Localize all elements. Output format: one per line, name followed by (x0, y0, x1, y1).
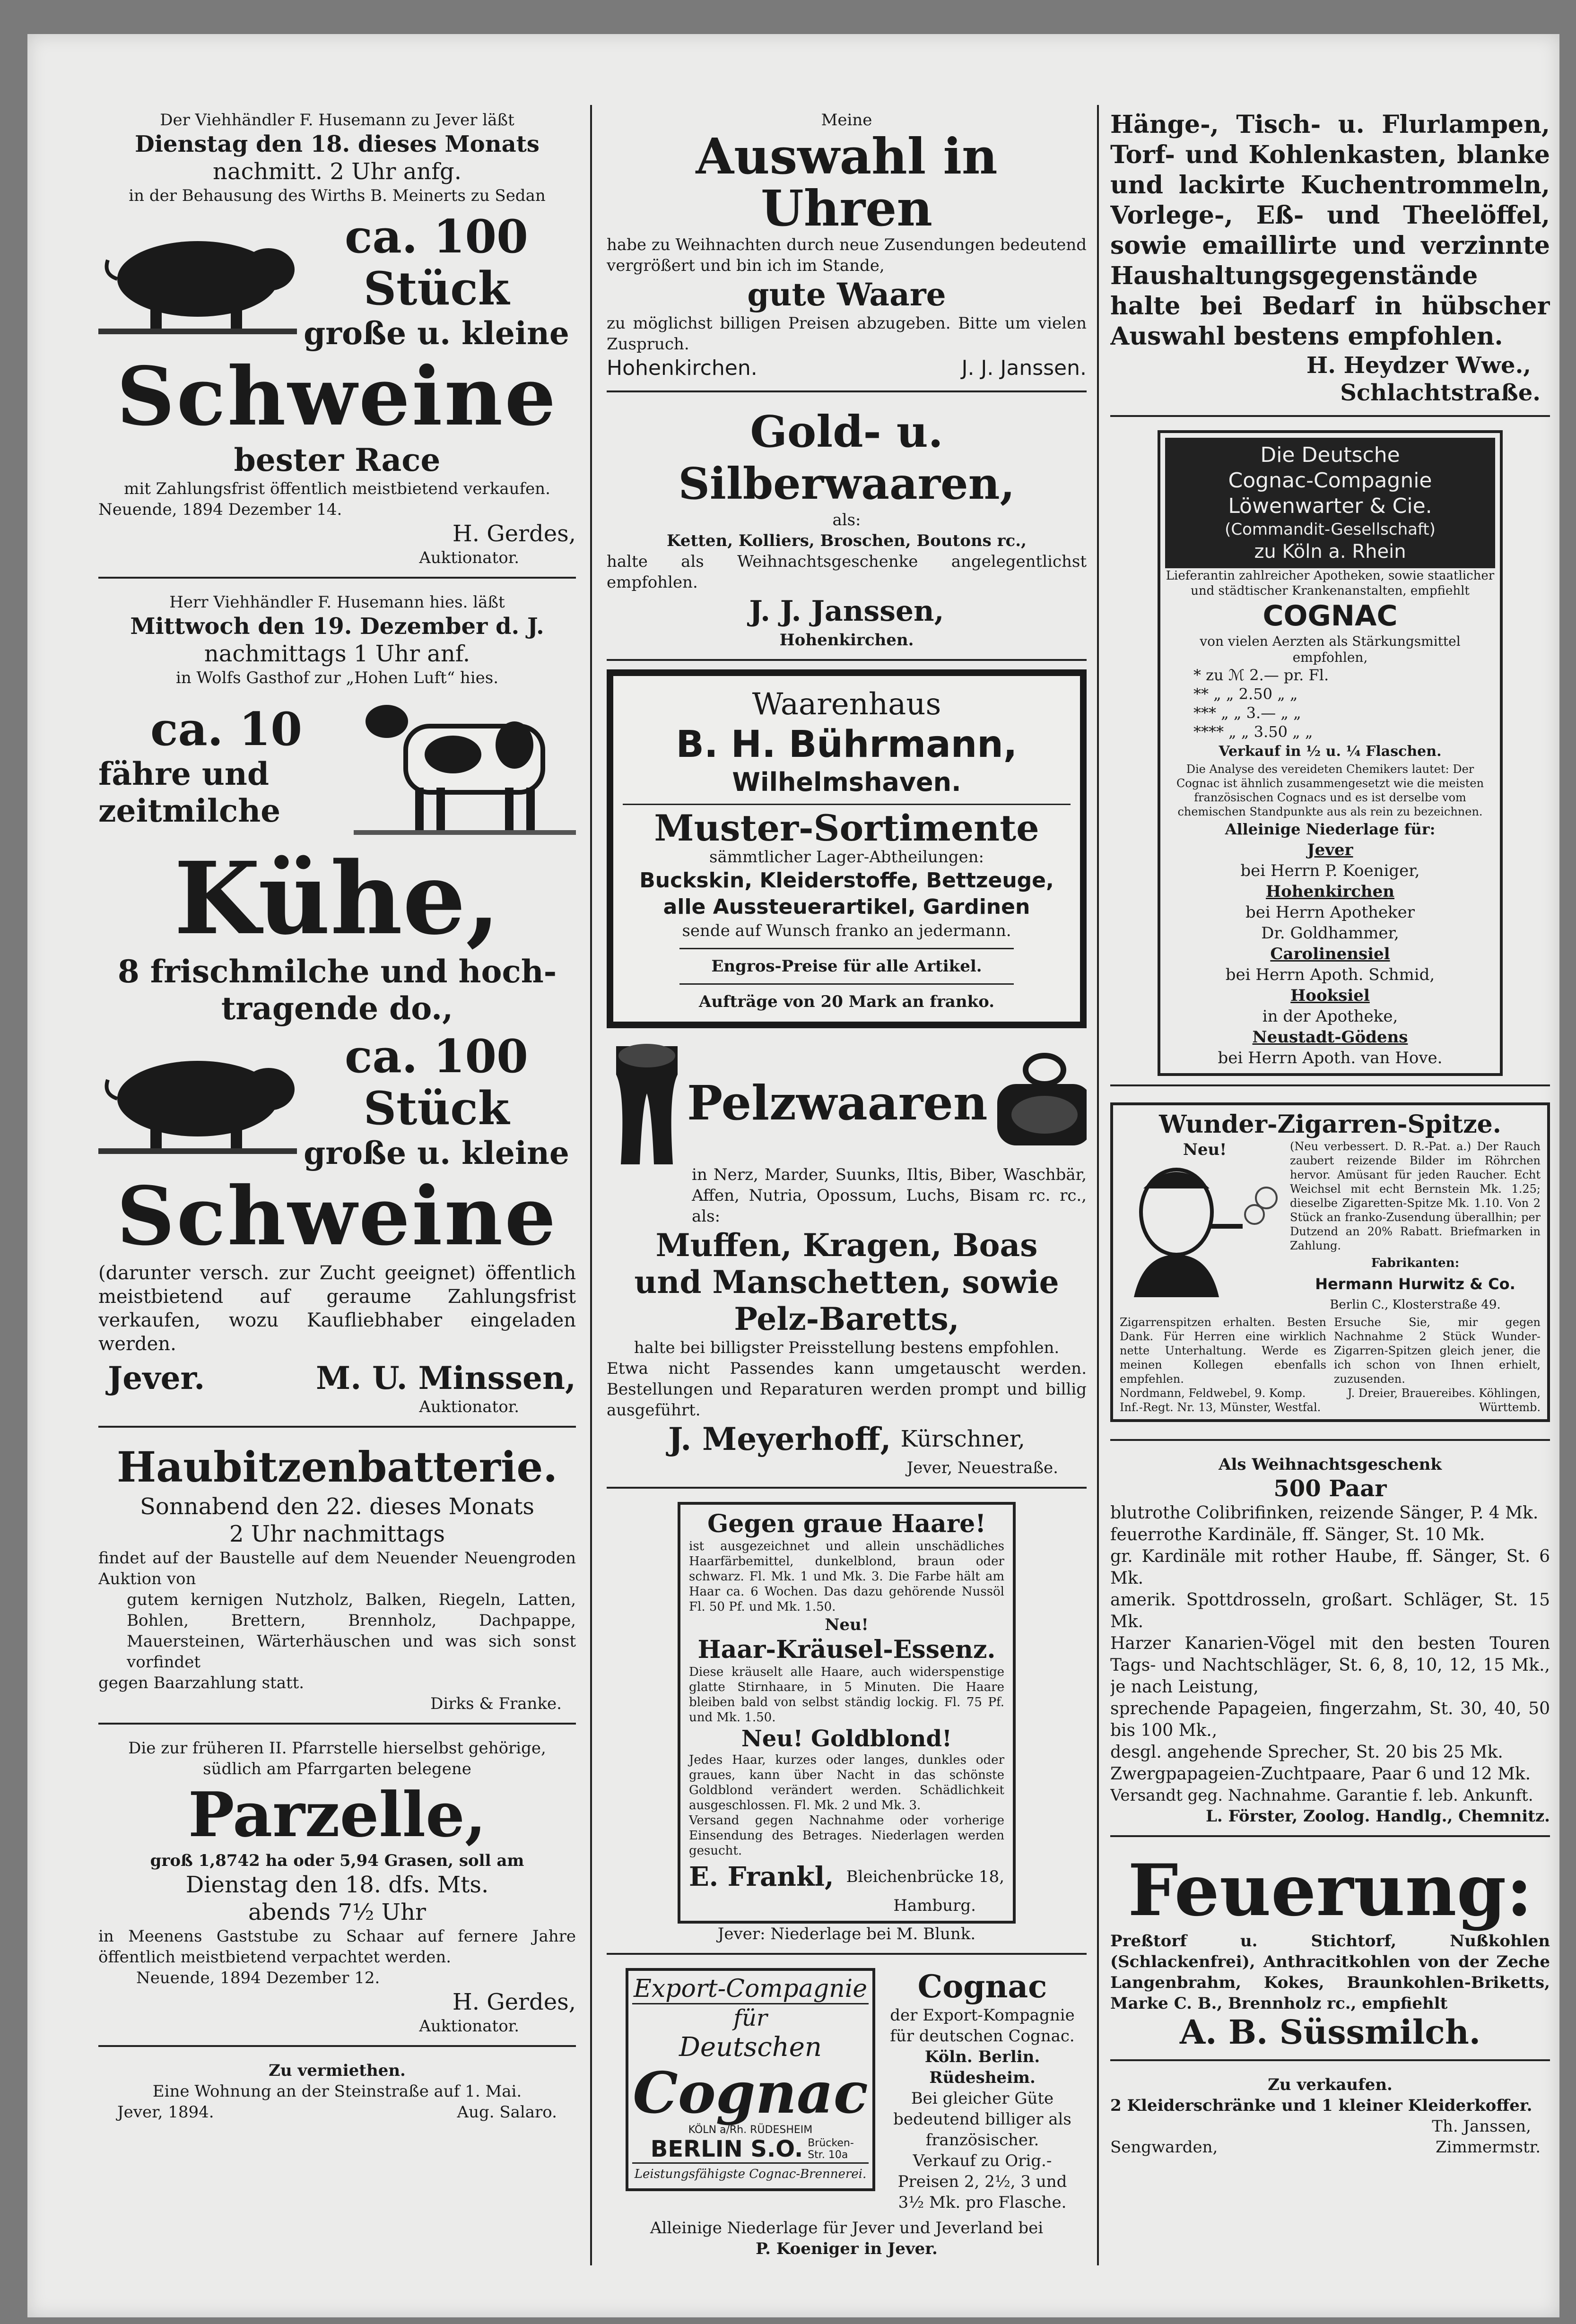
ad-headline: Cognac-Compagnie (1228, 468, 1432, 493)
ad-text: Herr Viehhändler F. Husemann hies. läßt (169, 593, 505, 612)
ad-address: Schlachtstraße. (1340, 380, 1541, 406)
ad-headline: Zu vermiethen. (269, 2061, 406, 2080)
ad-text: mit Zahlungsfrist öffentlich meistbietend verkaufen. (124, 479, 550, 498)
ad-text: Die Analyse des vereideten Chemikers lautet: Der Cognac ist ähnlich zusammengesetzt wie die meisten französischen Cognacs und es ist derselbe vom chemischen Standpunkte aus als rein zu bezeichnen. (1176, 763, 1484, 818)
ad-signature: Hermann Hurwitz & Co. (1315, 1275, 1515, 1293)
ad-text: sämmtlicher Lager-Abtheilungen: (709, 848, 984, 867)
ad-signature-title: Zimmermstr. (1435, 2138, 1541, 2157)
ad-text: zu möglichst billigen Preisen abzugeben. Bitte um vielen Zuspruch. (607, 314, 1087, 354)
ad-text: Eine Wohnung an der Steinstraße auf 1. Mai. (152, 2082, 522, 2101)
ad-text: habe zu Weihnachten durch neue Zusendungen bedeutend vergrößert und bin ich im Stande, (607, 235, 1087, 275)
ad-pelzwaaren (607, 1037, 1087, 1489)
ad-headline: Als Weihnachtsgeschenk (1219, 1455, 1442, 1474)
ad-text: alle Aussteuerartikel, Gardinen (663, 895, 1030, 919)
ad-headline: Schweine (116, 349, 558, 444)
ad-place: Hohenkirchen. (779, 631, 914, 650)
ad-logo-text: Cognac (633, 2060, 868, 2126)
ad-signature: L. Förster, Zoolog. Handlg., Chemnitz. (1206, 1807, 1550, 1826)
ad-text: Deutschen (679, 2032, 822, 2063)
ad-text: Waarenhaus (752, 687, 941, 722)
pig-illustration (98, 1047, 297, 1155)
ad-text: große u. kleine (304, 1135, 569, 1171)
ad-text: Alleinige Niederlage für: (1225, 820, 1436, 838)
ad-text: bei Herrn Apotheker (1245, 903, 1415, 922)
ad-signature: H. Heydzer Wwe., (1306, 352, 1531, 379)
ad-text: Verkauf zu Orig.-Preisen 2, 2½, 3 und 3½ Mk. pro Flasche. (897, 2151, 1067, 2212)
list-item: feuerrothe Kardinäle, ff. Sänger, St. 10 Mk. (1110, 1525, 1485, 1544)
ad-text: in der Apotheke, (1262, 1007, 1398, 1026)
column-rule (1097, 105, 1099, 2265)
ad-text: (Neu verbessert. D. R.-Pat. a.) Der Rauch zaubert reizende Bilder im Röhrchen hervor. Amüsant für jeden Raucher. Echt Weichsel mit echt Bernstein Mk. 1.25; dieselbe Zigaretten-Spitze Mk. 1.10. Von 2 Stück an franko-Zusendung überallhin; per Dutzend an 20% Rabatt. Briefmarken in Zahlung. (1290, 1140, 1541, 1252)
ad-text: und Manschetten, sowie (634, 1264, 1059, 1301)
ad-time: 2 Uhr nachmittags (229, 1521, 445, 1547)
ad-subheadline: Haar-Kräusel-Essenz. (697, 1635, 996, 1664)
ad-headline: Wunder-Zigarren-Spitze. (1159, 1110, 1501, 1139)
ad-headline: COGNAC (1263, 599, 1398, 633)
ad-lampen (1110, 105, 1550, 417)
ad-text: Löwenwarter & Cie. (1228, 494, 1432, 518)
ad-text: Buckskin, Kleiderstoffe, Bettzeuge, (639, 868, 1054, 893)
ad-signature: J. Dreier, Brauereibes. Köhlingen, Württemb. (1347, 1387, 1541, 1414)
fur-muff-illustration (988, 1051, 1087, 1155)
ad-signature-title: Kürschner, (900, 1426, 1025, 1452)
ad-address: Bleichenbrücke 18, (846, 1867, 1004, 1886)
ad-text: Zigarrenspitzen erhalten. Besten Dank. Für Herren eine wirklich nette Unterhaltung. Werde es meinen Kollegen ebenfalls empfehlen. (1120, 1316, 1326, 1386)
ad-signature: J. Meyerhoff, (668, 1421, 891, 1457)
ad-headline: Gold- u. Silberwaaren, (678, 406, 1015, 509)
ad-subheadline: Neu! Goldblond! (741, 1726, 952, 1752)
ad-text: Dr. Goldhammer, (1261, 924, 1399, 943)
ad-signature-title: Auktionator. (419, 1397, 519, 1416)
cow-illustration (354, 688, 576, 844)
ad-gold-silberwaaren (607, 401, 1087, 661)
price-row: * zu ℳ 2.— pr. Fl. (1193, 666, 1329, 684)
ad-headline: Cognac (917, 1968, 1047, 2005)
ad-place: Hamburg. (893, 1896, 976, 1915)
ad-text: findet auf der Baustelle auf dem Neuender Neuengroden Auktion von (98, 1549, 576, 1588)
ad-text: P. Koeniger in Jever. (756, 2239, 938, 2258)
ad-text: Jedes Haar, kurzes oder langes, dunkles oder graues, kann über Nacht in das schönste Goldblond verändert werden. Schädlichkeit ausgeschlossen. Fl. Mk. 2 und Mk. 3. (689, 1753, 1004, 1812)
ad-signature: H. Gerdes, (452, 1989, 576, 2015)
ad-subheadline: gute Waare (747, 276, 946, 313)
ad-text: gutem kernigen Nutzholz, Balken, Riegeln, Latten, Bohlen, Brettern, Brennholz, Dachpappe, Mauersteinen, Wärterhäuschen und was sich sonst vorfindet (127, 1590, 576, 1672)
ad-text: Ersuche Sie, mir gegen Nachnahme 2 Stück Wunder-Zigarren-Spitzen gleich jener, die ich schon von Ihnen erhielt, zuzusenden. (1334, 1316, 1541, 1386)
ad-time: nachmitt. 2 Uhr anfg. (213, 158, 461, 185)
ad-text: bei Herrn Apoth. Schmid, (1225, 965, 1435, 984)
ad-text: fähre und (98, 755, 270, 792)
ad-headline: B. H. Bührmann, (676, 723, 1018, 766)
ad-text: für (733, 2005, 767, 2031)
ad-text: BERLIN S.O. (650, 2136, 803, 2162)
ad-text: Meine (821, 111, 872, 130)
ad-export-compagnie-cognac (607, 1963, 1087, 2265)
ad-text: groß 1,8742 ha oder 5,94 Grasen, soll am (150, 1851, 524, 1870)
ad-text: Bei gleicher Güte bedeutend billiger als französischer. (893, 2089, 1071, 2150)
ad-signature: Dirks & Franke. (430, 1694, 562, 1713)
ad-text: Engros-Preise für alle Artikel. (711, 957, 982, 976)
ad-text: von vielen Aerzten als Stärkungsmittel empfohlen, (1200, 633, 1461, 665)
ad-deutsche-cognac-compagnie (1110, 425, 1550, 1086)
ad-text: in Nerz, Marder, Suunks, Iltis, Biber, Waschbär, Affen, Nutria, Opossum, Luchs, Bisam rc. rc., als: (692, 1165, 1087, 1226)
ad-text: Lieferantin zahlreicher Apotheken, sowie staatlicher und städtischer Krankenanstalten, empfiehlt (1166, 569, 1495, 598)
ad-text: ist ausgezeichnet und allein unschädliches Haarfärbemittel, dunkelblond, braun oder schwarz. Fl. Mk. 1 und Mk. 3. Die Farbe hält am Haar ca. 6 Wochen. Das dazu gehörende Nussöl Fl. 50 Pf. und Mk. 1.50. (689, 1539, 1004, 1614)
newspaper-page (27, 34, 1559, 2317)
ad-signature: J. J. Janssen. (961, 356, 1087, 380)
ad-text: Jever: Niederlage bei M. Blunk. (717, 1925, 976, 1943)
ad-signature: E. Frankl, (689, 1861, 834, 1892)
ad-text: (darunter versch. zur Zucht geeignet) öffentlich meistbietend auf geraume Zahlungsfrist verkaufen, wozu Kaufliebhaber eingeladen werden. (98, 1262, 576, 1355)
price-row: *** „ „ 3.— „ „ (1193, 704, 1301, 722)
fur-stole-illustration (607, 1041, 687, 1164)
ad-dateline: Neuende, 1894 Dezember 14. (98, 500, 342, 519)
ad-place: Jever, Neuestraße. (906, 1458, 1058, 1477)
ad-headline: Parzelle, (188, 1778, 487, 1851)
ad-buehrmann (607, 669, 1087, 1028)
ad-signature-title: Auktionator. (419, 2017, 519, 2036)
ad-parzelle (98, 1733, 576, 2047)
ad-text: Rüdesheim. (929, 2068, 1036, 2087)
column-2 (607, 105, 1087, 2265)
ad-text: sende auf Wunsch franko an jedermann. (682, 921, 1011, 940)
ad-text: Export-Compagnie (632, 1975, 869, 2004)
ad-text: 8 frischmilche und hoch- (117, 953, 557, 990)
ad-date: Dienstag den 18. dieses Monats (135, 131, 540, 157)
ad-signature: Th. Janssen, (1432, 2117, 1531, 2136)
ad-badge: Neu! (825, 1615, 869, 1634)
ad-signature: H. Gerdes, (452, 520, 576, 547)
ad-signature: A. B. Süssmilch. (1179, 2012, 1481, 2052)
ad-signature: J. J. Janssen, (749, 595, 944, 628)
list-item: sprechende Papageien, fingerzahm, St. 30, 40, 50 bis 100 Mk., (1110, 1699, 1550, 1740)
ad-text: in Wolfs Gasthof zur „Hohen Luft“ hies. (175, 668, 499, 687)
ad-text: Versand gegen Nachnahme oder vorherige Einsendung des Betrages. Niederlagen werden gesucht. (689, 1813, 1004, 1858)
ad-uhren (607, 105, 1087, 392)
location-heading: Neustadt-Gödens (1252, 1028, 1408, 1047)
list-item: gr. Kardinäle mit rother Haube, ff. Sänger, St. 6 Mk. (1110, 1547, 1550, 1588)
ad-text: Fabrikanten: (1371, 1256, 1460, 1270)
ad-feuerung (1110, 1846, 1550, 2061)
ad-signature: M. U. Minssen, (316, 1360, 576, 1396)
location-heading: Hooksiel (1290, 986, 1370, 1005)
ad-text: (Commandit-Gesellschaft) (1225, 520, 1436, 539)
price-row: **** „ „ 3.50 „ „ (1193, 723, 1313, 741)
location-heading: Jever (1307, 841, 1353, 859)
ad-text: Diese kräuselt alle Haare, auch widerspenstige glatte Stirnhaare, in 5 Minuten. Die Haare bleiben bald von selbst ständig lockig. Fl. 75 Pf. und Mk. 1.50. (689, 1665, 1004, 1725)
ad-headline: Pelzwaaren (687, 1075, 988, 1131)
smoking-man-illustration (1120, 1160, 1280, 1297)
pig-illustration (98, 227, 297, 336)
ad-subheadline: Muster-Sortimente (654, 807, 1039, 849)
ad-badge: Neu! (1183, 1140, 1227, 1159)
ad-text: Leistungsfähigste Cognac-Brennerei. (632, 2162, 869, 2185)
ad-place: Wilhelmshaven. (732, 767, 961, 797)
ad-text: Der Viehhändler F. Husemann zu Jever läßt (160, 111, 514, 130)
ad-wunder-zigarren-spitze (1110, 1095, 1550, 1441)
ad-place: Hohenkirchen. (607, 356, 758, 380)
ad-text: große u. kleine (304, 315, 569, 352)
ad-place: zu Köln a. Rhein (1254, 541, 1406, 563)
ad-text: Muffen, Kragen, Boas (655, 1227, 1038, 1264)
ad-headline: Kühe, (174, 840, 500, 957)
ad-date: Mittwoch den 19. Dezember d. J. (130, 613, 544, 640)
location-heading: Hohenkirchen (1265, 882, 1395, 901)
ad-text: Etwa nicht Passendes kann umgetauscht werden. Bestellungen und Reparaturen werden prompt und billig ausgeführt. (607, 1359, 1087, 1420)
ad-text: Preßtorf u. Stichtorf, Nußkohlen (Schlackenfrei), Anthracitkohlen von der Zeche Langenbrahm, Kokes, Braunkohlen-Briketts, Marke C. B., Brennholz rc., empfiehlt (1110, 1932, 1550, 2013)
ad-quantity: ca. 100 Stück (345, 1030, 528, 1135)
ad-signature: Nordmann, Feldwebel, 9. Komp. Inf.-Regt. Nr. 13, Münster, Westfal. (1120, 1387, 1321, 1414)
ad-address: Brücken-Str. 10a (808, 2137, 854, 2161)
column-3 (1110, 105, 1550, 2265)
ad-text: bei Herrn P. Koeniger, (1240, 861, 1420, 880)
ad-text: bei Herrn Apoth. van Hove. (1218, 1049, 1443, 1067)
ad-schweine-auction (98, 105, 576, 579)
ad-subheadline: bester Race (234, 442, 441, 478)
ad-text: der Export-Kompagnie für deutschen Cognac. (890, 2006, 1075, 2046)
ad-headline: Feuerung: (1128, 1849, 1532, 1932)
ad-text: in Meenens Gaststube zu Schaar auf fernere Jahre öffentlich meistbietend verpachtet werden. (98, 1927, 576, 1967)
ad-text: Versandt geg. Nachnahme. Garantie f. leb. Ankunft. (1110, 1786, 1533, 1805)
ad-text: halte als Weihnachtsgeschenke angelegentlichst empfohlen. (607, 552, 1087, 592)
ad-headline: Zu verkaufen. (1268, 2075, 1393, 2094)
ad-headline: Schweine (116, 1169, 558, 1264)
ad-text: als: (832, 511, 861, 529)
column-rule (590, 105, 592, 2265)
ad-text: halte bei billigster Preisstellung bestens empfohlen. (634, 1338, 1060, 1357)
ad-subheadline: 500 Paar (1273, 1475, 1387, 1502)
ad-time: abends 7½ Uhr (248, 1899, 426, 1925)
ad-text: KÖLN a/Rh. RÜDESHEIM (688, 2124, 813, 2136)
cognac-logo (626, 1968, 875, 2191)
ad-time: nachmittags 1 Uhr anf. (204, 641, 470, 667)
ad-text: Die zur früheren II. Pfarrstelle hierselbst gehörige, südlich am Pfarrgarten belegene (128, 1739, 546, 1778)
list-item: blutrothe Colibrifinken, reizende Sänger, P. 4 Mk. (1110, 1503, 1539, 1523)
ad-quantity: ca. 10 (150, 702, 303, 756)
list-item: Zwergpapageien-Zuchtpaare, Paar 6 und 12 Mk. (1110, 1764, 1531, 1784)
ad-text: Verkauf in ½ u. ¼ Flaschen. (1219, 743, 1442, 760)
ad-voegel-foerster (1110, 1449, 1550, 1837)
ad-graue-haare (607, 1497, 1087, 1955)
ad-text: Pelz-Baretts, (734, 1301, 959, 1337)
ad-date: Sonnabend den 22. dieses Monats (139, 1493, 535, 1520)
bird-price-list (1110, 1502, 1550, 1785)
ad-zu-verkaufen (1110, 2070, 1550, 2166)
ad-text: Ketten, Kolliers, Broschen, Boutons rc., (667, 531, 1027, 550)
ad-headline: Haubitzenbatterie. (117, 1442, 557, 1492)
ad-headline: Gegen graue Haare! (707, 1509, 986, 1538)
ad-text: Hänge-, Tisch- u. Flurlampen, Torf- und Kohlenkasten, blanke und lackirte Kuchentrommeln, Vorlege-, Eß- und Theelöffel, sowie emaillirte und verzinnte Haushaltungsgegenstände halte bei Bedarf in hübscher Auswahl bestens empfohlen. (1110, 110, 1550, 351)
ad-text: Alleinige Niederlage für Jever und Jeverland bei (650, 2219, 1044, 2237)
ad-text: Aufträge von 20 Mark an franko. (698, 992, 995, 1011)
ad-text: tragende do., (221, 990, 453, 1027)
ad-place: Sengwarden, (1110, 2138, 1218, 2157)
ad-haubitzenbatterie (98, 1436, 576, 1725)
list-item: amerik. Spottdrosseln, großart. Schläger, St. 15 Mk. (1110, 1590, 1550, 1631)
ad-text: gegen Baarzahlung statt. (98, 1674, 305, 1692)
column-1 (98, 105, 576, 2265)
ad-text: Köln. Berlin. (924, 2047, 1040, 2066)
ad-dateline: Neuende, 1894 Dezember 12. (136, 1968, 380, 1987)
ad-text: in der Behausung des Wirths B. Meinerts zu Sedan (129, 186, 546, 205)
ad-date: Dienstag den 18. dfs. Mts. (185, 1872, 489, 1898)
ad-text: Die Deutsche (1260, 443, 1400, 467)
ad-address: Berlin C., Klosterstraße 49. (1330, 1298, 1501, 1312)
ad-text: zeitmilche (98, 792, 281, 829)
ad-headline: Auswahl in Uhren (696, 127, 998, 237)
ad-place: Jever, 1894. (117, 2103, 214, 2122)
location-heading: Carolinensiel (1270, 945, 1390, 963)
list-item: Harzer Kanarien-Vögel mit den besten Touren Tags- und Nachtschläger, St. 6, 8, 10, 12, 15 Mk., je nach Leistung, (1110, 1634, 1550, 1697)
ad-quantity: ca. 100 Stück (345, 210, 528, 315)
ad-kuehe-auction (98, 587, 576, 1428)
list-item: desgl. angehende Sprecher, St. 20 bis 25 Mk. (1110, 1743, 1503, 1762)
ad-signature: Aug. Salaro. (457, 2103, 557, 2122)
ad-zu-vermiethen (98, 2055, 576, 2131)
price-row: ** „ „ 2.50 „ „ (1193, 685, 1298, 703)
ad-text: 2 Kleiderschränke und 1 kleiner Kleiderkoffer. (1110, 2096, 1532, 2115)
ad-place: Jever. (108, 1360, 205, 1396)
ad-signature-title: Auktionator. (419, 548, 519, 567)
